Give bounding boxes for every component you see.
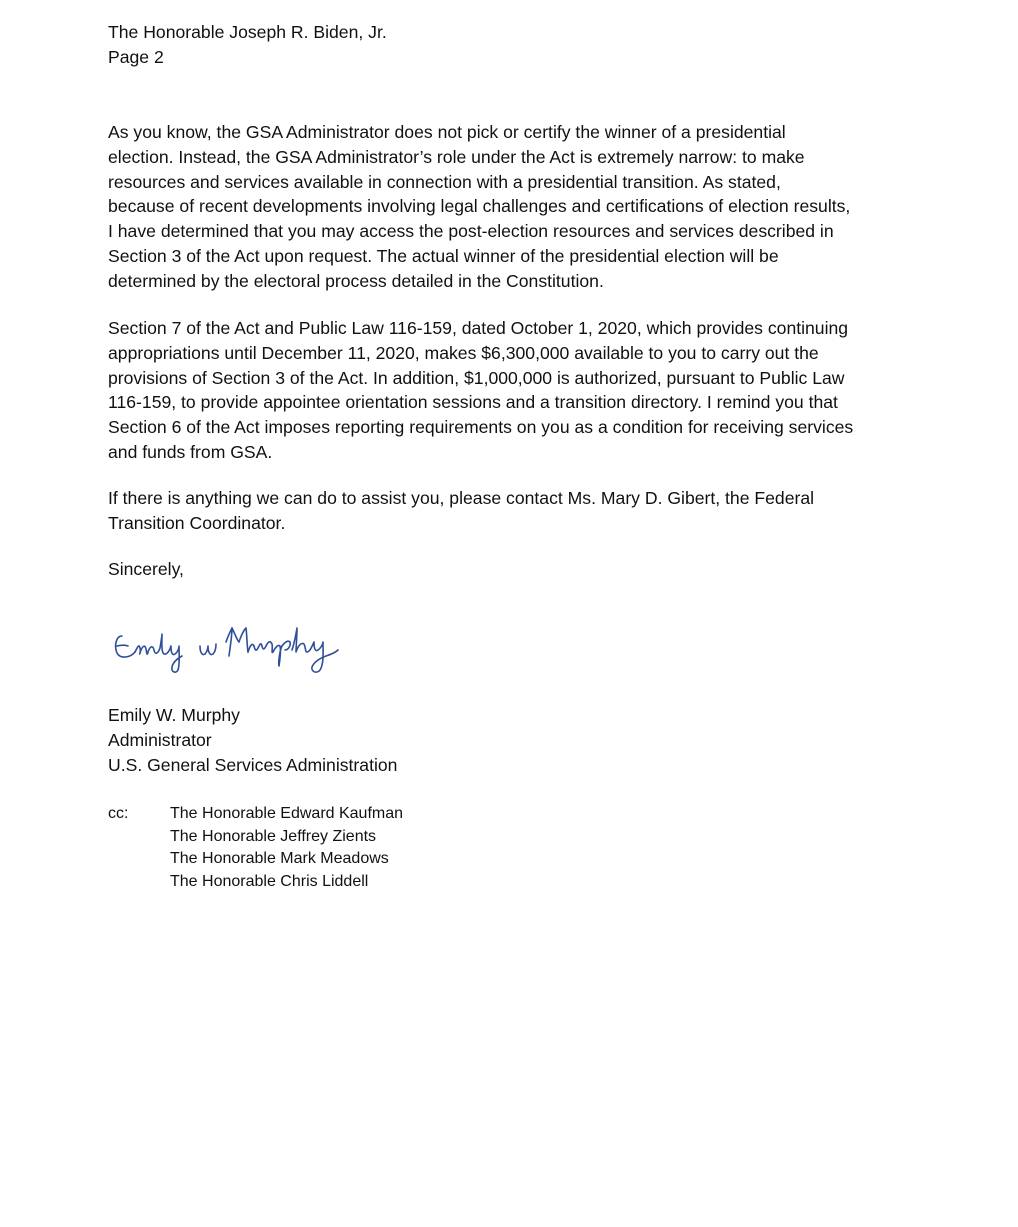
cc-label: cc: — [108, 805, 129, 822]
closing-salutation: Sincerely, — [108, 559, 184, 579]
handwritten-signature — [108, 606, 348, 676]
page-header — [108, 20, 908, 70]
letter-page — [108, 20, 908, 890]
cc-recipient: The Honorable Edward Kaufman — [170, 805, 404, 822]
cc-list — [170, 803, 403, 893]
signer-title: Administrator — [108, 730, 212, 750]
body-paragraph-1: As you know, the GSA Administrator does not pick or certify the winner of a presidential election. Instead, the GSA Administrator’s role under the Act is extremely narrow: to make resources and services available in connection with a presidential transition. As stated, because of recent developments involving legal challenges and certifications of election results, I have determined that you may access the post-election resources and services described in Section 3 of the Act upon request. The actual winner of the presidential election will be determined by the electoral process detailed in the Constitution. — [108, 122, 851, 291]
cc-recipient: The Honorable Mark Meadows — [170, 850, 389, 868]
signer-organization: U.S. General Services Administration — [108, 755, 398, 775]
cc-recipient: The Honorable Jeffrey Zients — [170, 827, 377, 845]
signer-block — [108, 703, 397, 778]
body-paragraph-3: If there is anything we can do to assist you, please contact Ms. Mary D. Gibert, the Federal Transition Coordinator. — [108, 488, 815, 533]
signer-name: Emily W. Murphy — [108, 705, 240, 725]
body-paragraph-2: Section 7 of the Act and Public Law 116-159, dated October 1, 2020, which provides continuing appropriations until December 11, 2020, makes $6,300,000 available to you to carry out the provisions of Section 3 of the Act. In addition, $1,000,000 is authorized, pursuant to Public Law 116-159, to provide appointee orientation sessions and a transition directory. I remind you that Section 6 of the Act imposes reporting requirements on you as a condition for receiving services and funds from GSA. — [108, 318, 854, 462]
page-number: Page 2 — [108, 47, 164, 67]
cc-recipient: The Honorable Chris Liddell — [170, 872, 369, 890]
recipient-line: The Honorable Joseph R. Biden, Jr. — [108, 22, 387, 42]
